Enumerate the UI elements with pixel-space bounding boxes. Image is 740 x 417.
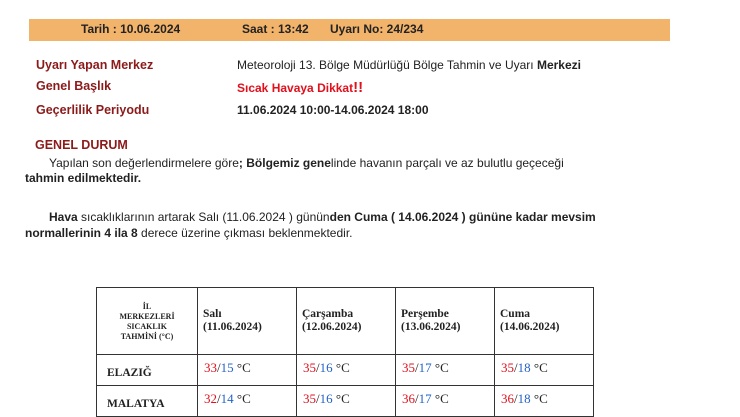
general-paragraph-2-line-1: Hava sıcaklıklarının artarak Salı (11.06.2024 ) gününden Cuma ( 14.06.2024 ) gününe kadar mevsim: [49, 210, 596, 224]
temp-cell: 36/17 °C: [396, 386, 495, 417]
title-value: Sıcak Havaya Dikkat!!: [237, 79, 364, 96]
center-label: Uyarı Yapan Merkez: [36, 58, 154, 72]
period-label: Geçerlilik Periyodu: [36, 103, 150, 117]
city-name: ELAZIĞ: [97, 355, 198, 386]
day-header-friday: Cuma (14.06.2024): [495, 288, 594, 355]
table-header-row: [97, 288, 594, 355]
temp-cell: 35/17 °C: [396, 355, 495, 386]
temp-cell: 36/18 °C: [495, 386, 594, 417]
header-date: Tarih : 10.06.2024: [81, 22, 181, 36]
temp-cell: 35/16 °C: [297, 386, 396, 417]
temperature-table: [96, 287, 594, 417]
corner-line: İL: [142, 302, 152, 311]
day-header-wednesday: Çarşamba (12.06.2024): [297, 288, 396, 355]
corner-line: TAHMİNİ (°C): [120, 332, 174, 341]
table-corner-header: [97, 288, 198, 355]
header-warning-no: Uyarı No: 24/234: [330, 22, 424, 36]
general-paragraph-2-line-2: normallerinin 4 ila 8 derece üzerine çıkması beklenmektedir.: [25, 226, 353, 240]
day-header-tuesday: Salı (11.06.2024): [198, 288, 297, 355]
general-paragraph-1-line-2: tahmin edilmektedir.: [25, 171, 142, 185]
title-label: Genel Başlık: [36, 79, 112, 93]
temp-cell: 32/14 °C: [198, 386, 297, 417]
corner-line: SICAKLIK: [126, 322, 167, 331]
period-value: 11.06.2024 10:00-14.06.2024 18:00: [237, 103, 429, 117]
header-bar: [29, 19, 670, 41]
city-name: MALATYA: [97, 386, 198, 417]
center-value: Meteoroloji 13. Bölge Müdürlüğü Bölge Tahmin ve Uyarı Merkezi: [237, 58, 581, 72]
general-heading: GENEL DURUM: [35, 138, 128, 152]
header-time: Saat : 13:42: [242, 22, 309, 36]
temp-cell: 35/16 °C: [297, 355, 396, 386]
temp-cell: 35/18 °C: [495, 355, 594, 386]
table-row: [97, 386, 594, 417]
corner-line: MERKEZLERİ: [119, 312, 175, 321]
day-header-thursday: Perşembe (13.06.2024): [396, 288, 495, 355]
table-row: [97, 355, 594, 386]
general-paragraph-1-line-1: Yapılan son değerlendirmelere göre; Bölgemiz genelinde havanın parçalı ve az bulutlu geçeceği: [49, 156, 564, 170]
temp-cell: 33/15 °C: [198, 355, 297, 386]
